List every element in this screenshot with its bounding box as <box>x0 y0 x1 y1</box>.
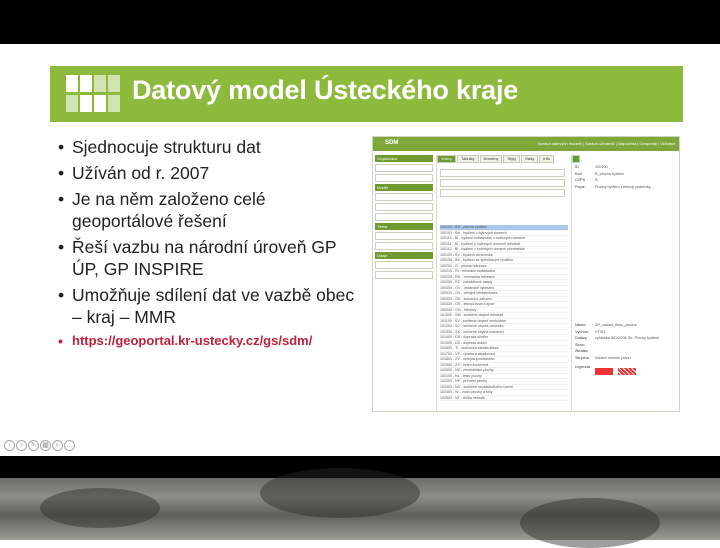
layer-row[interactable]: 100130 - BX - bydlení se specifickým využitím <box>440 258 568 264</box>
section-udaje: Údaje <box>375 252 433 259</box>
detail-field: Výchozí VTSN <box>575 329 606 334</box>
layer-row[interactable]: 102500 - NT - těžba nerostů <box>440 396 568 402</box>
layer-row[interactable]: 102100 - NL - lesní plochy <box>440 374 568 380</box>
background-photo <box>0 478 720 540</box>
layer-row[interactable]: 101100 - SV - smíšené obytné venkovské <box>440 319 568 325</box>
layer-row[interactable]: 101500 - DZ - doprava drážní <box>440 341 568 347</box>
layer-row[interactable]: 101300 - SK - smíšené obytné komerční <box>440 330 568 336</box>
tab-domeny[interactable]: Domény <box>480 155 503 163</box>
bullet-item: • Sjednocuje strukturu dat <box>58 136 358 158</box>
detail-field: Skupina Zadání územní plánu <box>575 355 631 360</box>
legend-label: Legenda <box>575 365 590 369</box>
data-field[interactable] <box>375 271 433 279</box>
top-black-bar <box>0 0 720 44</box>
bullet-item: • Užíván od r. 2007 <box>58 162 358 184</box>
detail-field: Název ZP_zadani_fluso_plocha <box>575 323 637 327</box>
tab-sady[interactable]: Sady <box>521 155 538 163</box>
detail-field: Popis Plochy bydlení zahrnují pozemky... <box>575 184 654 189</box>
section-model: Model <box>375 184 433 191</box>
legend-swatch <box>618 368 636 375</box>
layer-row[interactable]: 101400 - DS - doprava silniční <box>440 335 568 341</box>
legend-swatches <box>595 368 641 372</box>
layer-row[interactable]: 100112 - BI - bydlení v rodinných domech příměstské <box>440 247 568 253</box>
app-nav-links[interactable]: Správa datových modelů | Správa uživatelů | Nápověda | Geoportál | Odhlásit <box>537 141 675 146</box>
section-organizace: Organizace <box>375 155 433 162</box>
model-field[interactable] <box>375 193 433 201</box>
detail-field: Kód B_plocha bydlení <box>575 171 625 176</box>
layer-row[interactable]: 102300 - NS - smíšené nezastavěného území <box>440 385 568 391</box>
detail-field: Dotazy vyhláška 501/2006 Sb. Plochy bydlení <box>575 336 660 340</box>
layer-row[interactable]: 100120 - BV - bydlení venkovské <box>440 253 568 259</box>
layer-row[interactable]: 101900 - ZS - zeleň soukromá <box>440 363 568 369</box>
layer-row[interactable]: 100100 - BH - plocha bydlení <box>440 225 568 231</box>
filter-field[interactable] <box>440 169 565 177</box>
app-header <box>373 137 679 151</box>
bullet-item: • Řeší vazbu na národní úroveň GP ÚP, GP INSPIRE <box>58 236 358 280</box>
detail-panel <box>571 155 677 411</box>
layer-row[interactable]: 100340 - OH - hřbitovy <box>440 308 568 314</box>
tab-vrstvy[interactable]: Vrstvy <box>437 155 456 163</box>
detail-field: Zkratka <box>575 349 588 353</box>
geoportal-link[interactable]: • https://geoportal.kr-ustecky.cz/gs/sdm/ <box>58 332 358 350</box>
bullet-item: • Je na něm založeno celé geoportálové řešení <box>58 188 358 232</box>
layer-row[interactable]: 101800 - ZV - veřejná prostranství <box>440 357 568 363</box>
description-text <box>595 193 674 321</box>
detail-field: CZPS B <box>575 178 598 182</box>
layer-row[interactable]: 100110 - BI - bydlení individuální v rodinných domech <box>440 236 568 242</box>
data-field[interactable] <box>375 261 433 269</box>
layer-row[interactable]: 100330 - OS - tělovýchova a sport <box>440 302 568 308</box>
theme-field[interactable] <box>375 242 433 250</box>
bullet-item: • Umožňuje sdílení dat ve vazbě obec – kraj – MMR <box>58 284 358 328</box>
grid-logo-icon <box>66 75 122 113</box>
detail-field: Slovo <box>575 342 585 347</box>
bullet-list <box>58 136 358 354</box>
section-tema: Téma <box>375 223 433 230</box>
tab-detail[interactable] <box>572 155 580 163</box>
layer-row[interactable]: 102000 - NZ - zemědělské plochy <box>440 368 568 374</box>
layer-row[interactable]: 100320 - OK - komerční zařízení <box>440 297 568 303</box>
pen-icon[interactable]: ✎ <box>28 440 39 451</box>
layer-row[interactable]: 100220 - RH - hromadná rekreace <box>440 275 568 281</box>
tab-tabulky[interactable]: Tabulky <box>457 155 479 163</box>
detail-field: ID 100100 <box>575 165 608 169</box>
filter-field[interactable] <box>440 189 565 197</box>
app-title: SDM <box>385 140 399 146</box>
layer-row[interactable]: 100101 - BH - bydlení v bytových domech <box>440 231 568 237</box>
layer-row[interactable]: 100310 - OV - veřejná infrastruktura <box>440 291 568 297</box>
layer-row[interactable]: 100230 - RZ - zahrádkové osady <box>440 280 568 286</box>
layer-row[interactable]: 100300 - OV - občanské vybavení <box>440 286 568 292</box>
detail-tab-bar <box>572 155 677 163</box>
zoom-icon[interactable]: ⌕ <box>52 440 63 451</box>
layer-row[interactable]: 101000 - SM - smíšené obytné městské <box>440 313 568 319</box>
slides-icon[interactable]: ▦ <box>40 440 51 451</box>
layer-row[interactable]: 101700 - VP - výroba a skladování <box>440 352 568 358</box>
organization-select[interactable] <box>375 164 433 172</box>
layer-row[interactable]: 100200 - R - plocha rekreace <box>440 264 568 270</box>
filter-field[interactable] <box>440 179 565 187</box>
tab-bar <box>437 155 568 163</box>
left-panel <box>375 155 433 411</box>
model-field[interactable] <box>375 213 433 221</box>
layer-row[interactable]: 100210 - RI - rekreace individuální <box>440 269 568 275</box>
layer-row[interactable]: 101200 - SC - smíšené obytné centrální <box>440 324 568 330</box>
middle-panel <box>436 155 568 411</box>
theme-field[interactable] <box>375 232 433 240</box>
layer-row[interactable]: 100111 - BI - bydlení v rodinných domech městské <box>440 242 568 248</box>
model-select[interactable] <box>375 174 433 182</box>
legend-swatch <box>595 368 613 375</box>
layer-list <box>440 225 568 401</box>
more-icon[interactable]: … <box>66 442 73 449</box>
sdm-app-screenshot <box>372 136 680 412</box>
slide-title: Datový model Ústeckého kraje <box>132 75 519 105</box>
tab-styly[interactable]: Styly <box>503 155 520 163</box>
tab-info[interactable]: Info <box>539 155 554 163</box>
slide-header <box>50 66 683 122</box>
layer-row[interactable]: 102400 - W - vodní plochy a toky <box>440 390 568 396</box>
legend-row <box>575 365 674 372</box>
prev-icon[interactable]: ‹ <box>4 440 15 451</box>
layer-row[interactable]: 102200 - NP - přírodní plochy <box>440 379 568 385</box>
next-icon[interactable]: › <box>16 440 27 451</box>
layer-row[interactable]: 101600 - TI - technická infrastruktura <box>440 346 568 352</box>
slide-nav-icons <box>4 440 76 451</box>
model-field[interactable] <box>375 203 433 211</box>
